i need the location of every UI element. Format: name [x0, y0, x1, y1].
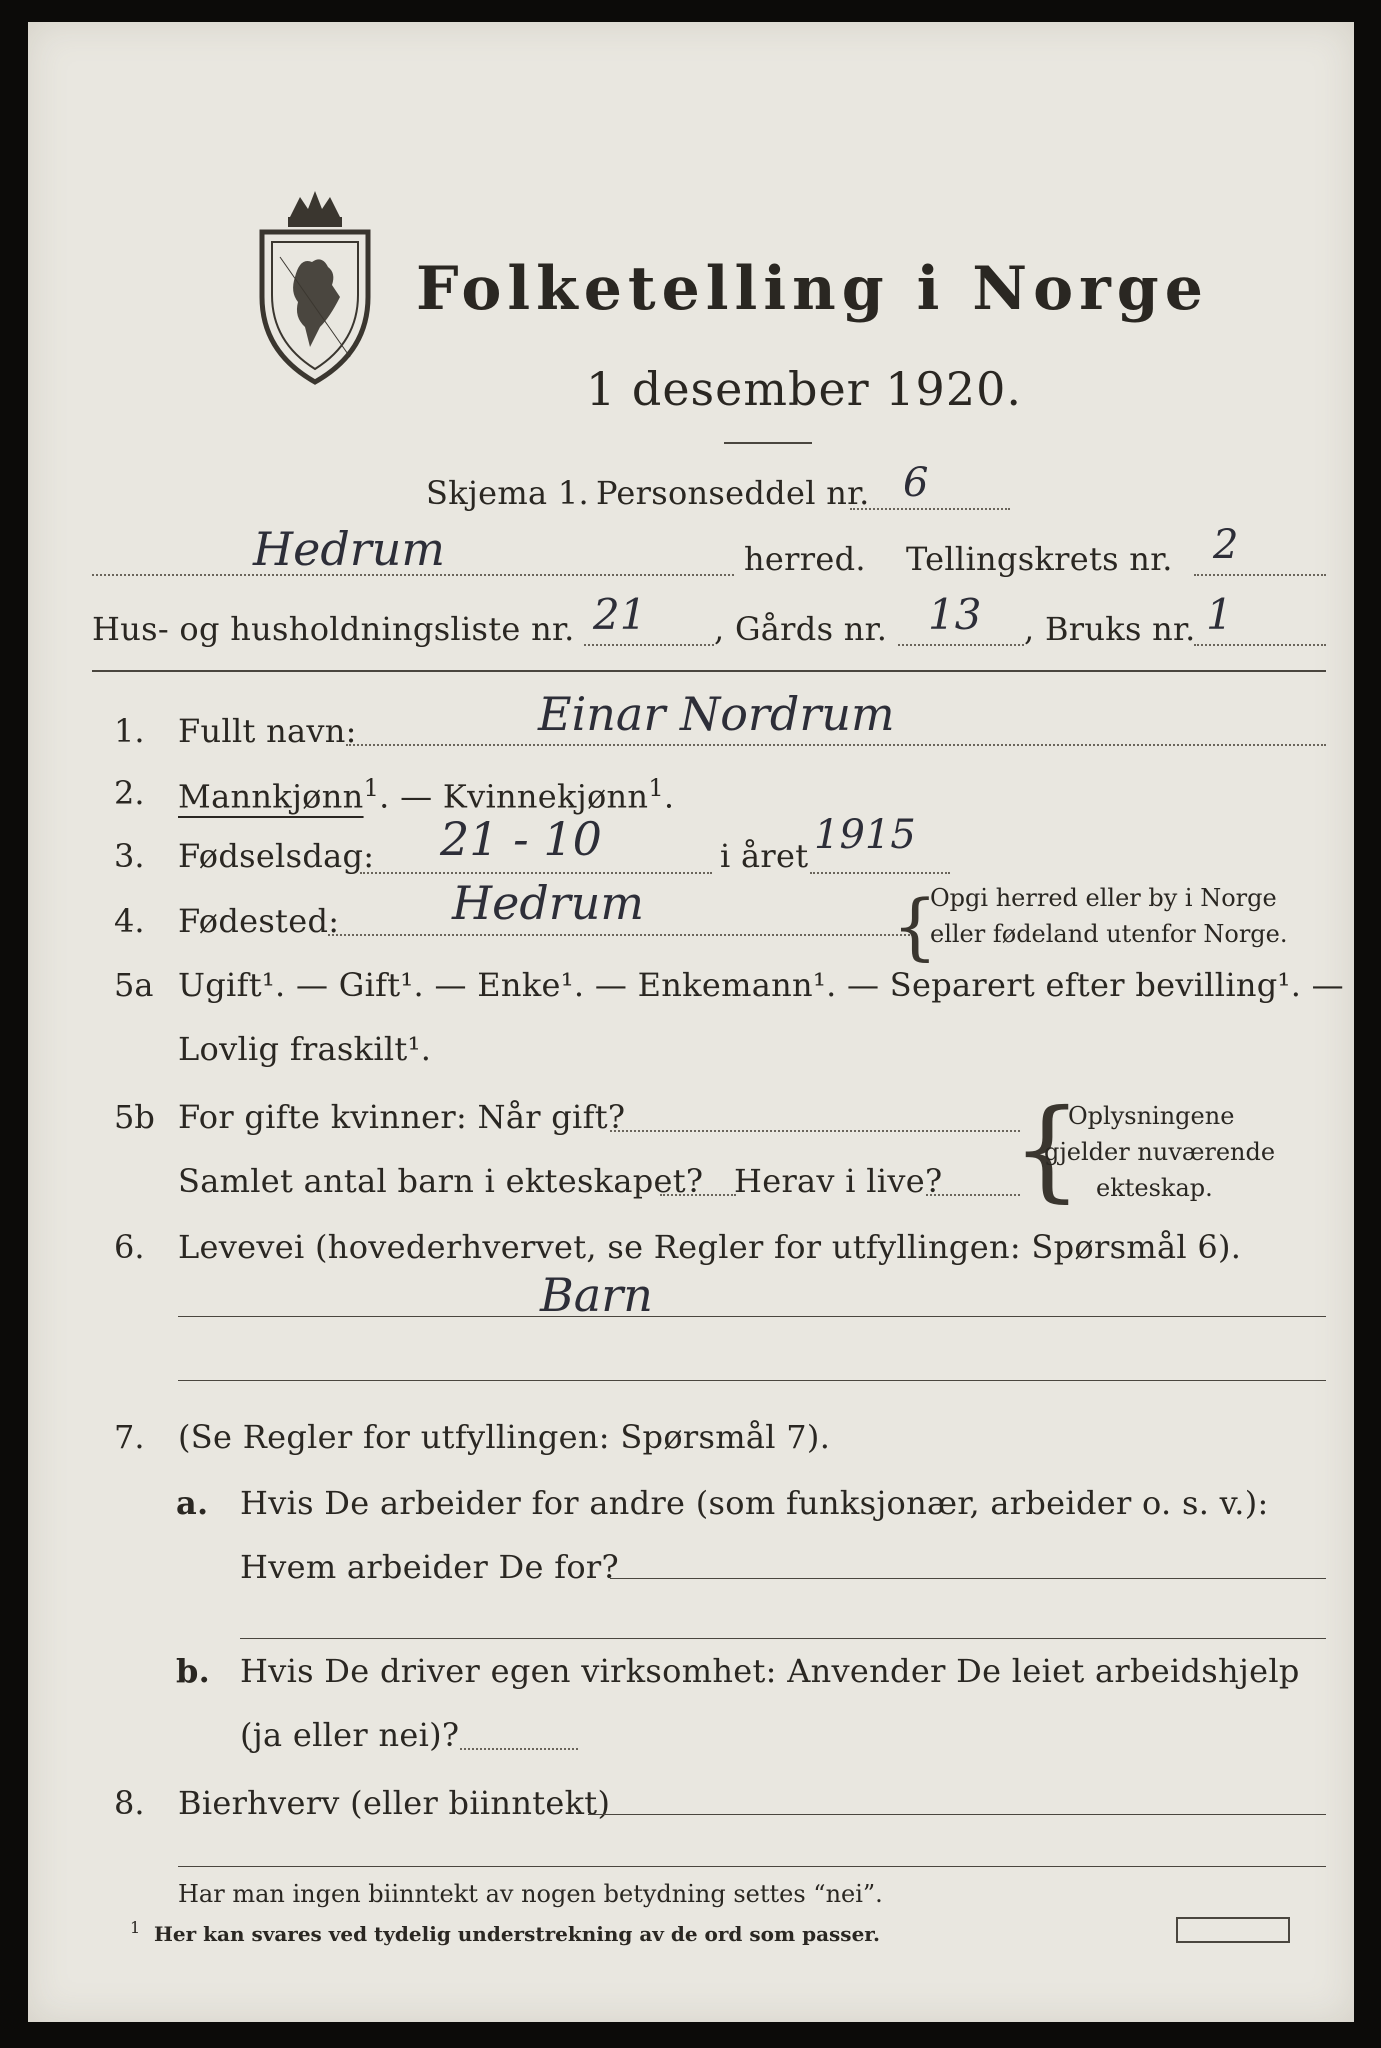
q4-line [328, 934, 910, 936]
gards-label: , Gårds nr. [714, 610, 888, 648]
husholdningsliste-value: 21 [593, 590, 647, 639]
q7a-letter: a. [176, 1484, 209, 1522]
personseddel-label: Personseddel nr. [596, 474, 870, 512]
q4-label: Fødested: [178, 902, 340, 940]
q7b-line1: Hvis De driver egen virksomhet: Anvender De leiet arbeidshjelp [240, 1652, 1300, 1690]
q6-number: 6. [114, 1228, 145, 1266]
q3-year-value: 1915 [814, 812, 916, 858]
title-divider [724, 442, 812, 444]
q5a-line2: Lovlig fraskilt¹. [178, 1030, 432, 1068]
q5a-line1: Ugift¹. — Gift¹. — Enke¹. — Enkemann¹. — Separert efter bevilling¹. — [178, 966, 1344, 1004]
q4-note-line1: Opgi herred eller by i Norge [930, 884, 1277, 912]
form-date: 1 desember 1920. [586, 362, 1022, 416]
q2-row [178, 774, 674, 816]
q5a-number: 5a [114, 966, 154, 1004]
husholdningsliste-label: Hus- og husholdningsliste nr. [92, 610, 575, 648]
q6-value: Barn [540, 1268, 653, 1322]
census-form [28, 22, 1354, 2022]
q1-value: Einar Nordrum [538, 687, 895, 741]
bruks-value: 1 [1206, 590, 1233, 639]
q3-label: Fødselsdag: [178, 837, 375, 875]
q5b-note1: Oplysningene [1068, 1102, 1235, 1130]
q5b-note3: ekteskap. [1096, 1174, 1213, 1202]
printer-stamp [1176, 1917, 1290, 1943]
q3-number: 3. [114, 837, 145, 875]
q7a-line1: Hvis De arbeider for andre (som funksjonær, arbeider o. s. v.): [240, 1484, 1269, 1522]
q4-note-line2: eller fødeland utenfor Norge. [930, 920, 1288, 948]
tellingskrets-value: 2 [1213, 522, 1239, 568]
q2-end: . [663, 777, 675, 816]
q5b-live-line [926, 1194, 1020, 1196]
husholdningsliste-line [584, 644, 714, 646]
q7a-answer-line [610, 1578, 1326, 1579]
q5b-line1: For gifte kvinner: Når gift? [178, 1098, 626, 1136]
biinntekt-note: Har man ingen biinntekt av nogen betydning settes “nei”. [178, 1880, 883, 1908]
q7-label: (Se Regler for utfyllingen: Spørsmål 7). [178, 1418, 831, 1456]
q7b-line2: (ja eller nei)? [240, 1716, 460, 1754]
personseddel-value: 6 [903, 460, 929, 506]
q5b-line2b: Herav i live? [734, 1162, 943, 1200]
q5b-note-brace: { [1012, 1085, 1082, 1213]
q1-number: 1. [114, 712, 145, 750]
footnote-mark: 1 [130, 1918, 141, 1937]
q2-sup-2: 1 [648, 774, 664, 802]
q3-year-label: i året [720, 837, 809, 875]
q6-label: Levevei (hovederhvervet, se Regler for utfyllingen: Spørsmål 6). [178, 1228, 1242, 1266]
q2-kvinne: Kvinnekjønn [442, 777, 649, 816]
q5b-gift-line [610, 1130, 1020, 1132]
q3-year-line [810, 872, 950, 874]
gards-line [898, 644, 1024, 646]
q5b-line2a: Samlet antal barn i ekteskapet? [178, 1162, 704, 1200]
q2-sup-1: 1 [363, 774, 380, 802]
q1-label: Fullt navn: [178, 712, 357, 750]
q4-number: 4. [114, 902, 145, 940]
q8-answer-line [588, 1814, 1326, 1815]
q6-line-2 [178, 1380, 1326, 1381]
q8-number: 8. [114, 1784, 145, 1822]
q8-answer-line-2 [178, 1866, 1326, 1867]
tellingskrets-label: Tellingskrets nr. [906, 540, 1173, 578]
q7a-answer-line-2 [240, 1638, 1326, 1639]
q4-value: Hedrum [452, 876, 645, 930]
q5b-barn-line [660, 1194, 736, 1196]
q4-note-brace: { [892, 884, 938, 968]
q5b-note2: gjelder nuværende [1044, 1138, 1276, 1166]
q7b-answer-line [460, 1748, 578, 1750]
bruks-label: , Bruks nr. [1024, 610, 1196, 648]
gards-value: 13 [928, 590, 982, 639]
q7b-letter: b. [176, 1652, 211, 1690]
footnote-text: Her kan svares ved tydelig understrekning av de ord som passer. [154, 1922, 880, 1946]
q3-line [360, 872, 712, 874]
q1-line [346, 744, 1326, 746]
tellingskrets-line [1194, 574, 1326, 576]
coat-of-arms-icon [250, 177, 380, 387]
q7a-line2: Hvem arbeider De for? [240, 1548, 619, 1586]
herred-label: herred. [744, 540, 866, 578]
personseddel-line [850, 508, 1010, 510]
bruks-line [1194, 644, 1326, 646]
header-rule [92, 670, 1326, 672]
q3-value: 21 - 10 [440, 812, 602, 866]
q2-mann: Mannkjønn [178, 777, 364, 816]
herred-value: Hedrum [253, 522, 446, 576]
q6-line-1 [178, 1316, 1326, 1317]
q2-number: 2. [114, 774, 145, 812]
form-title: Folketelling i Norge [416, 254, 1209, 324]
q7-number: 7. [114, 1418, 145, 1456]
q5b-number: 5b [114, 1098, 155, 1136]
q8-label: Bierhverv (eller biinntekt) [178, 1784, 611, 1822]
q2-sep: . — [379, 777, 443, 816]
schema-prefix: Skjema 1. [426, 474, 589, 512]
